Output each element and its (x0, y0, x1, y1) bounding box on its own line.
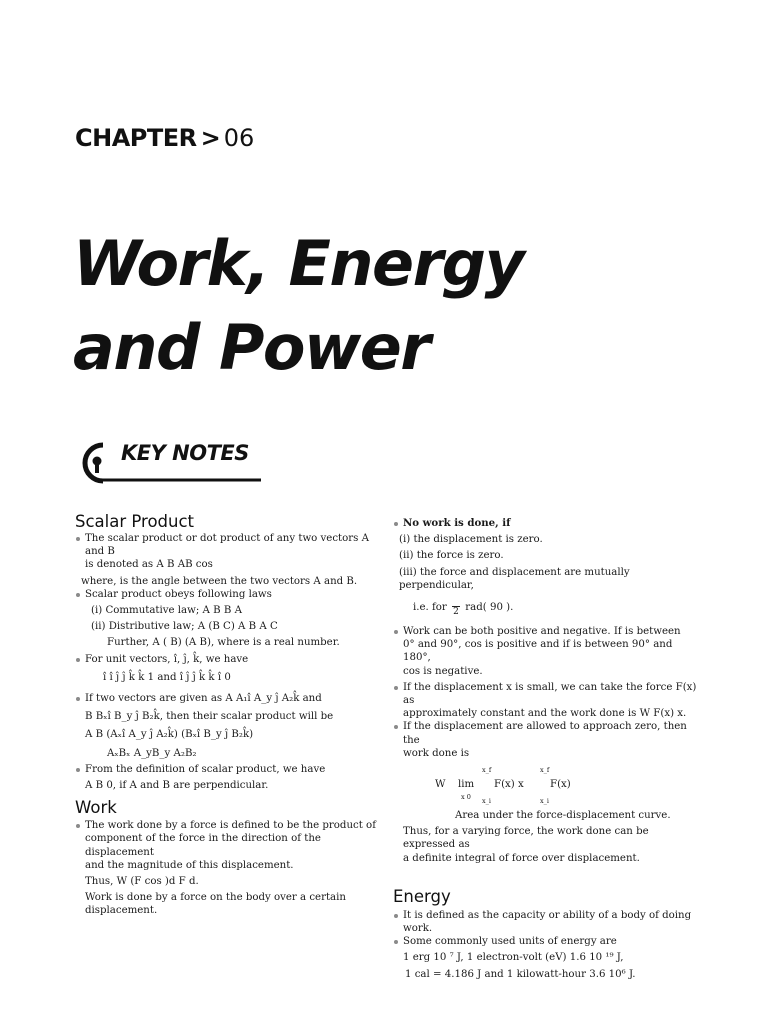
equation: î î ĵ ĵ k̂ k̂ 1 and î ĵ ĵ k̂ k̂ î 0 (103, 671, 231, 683)
list-item (393, 625, 699, 678)
list-item (393, 935, 699, 948)
title-line-1: Work, Energy (73, 227, 524, 300)
text-line: The work done by a force is defined to be the product of (85, 820, 376, 832)
text-line: 0° and 90°, cos is positive and if is between 90° and 180°, (403, 639, 673, 664)
equation (393, 597, 699, 617)
integral-equation (393, 762, 699, 806)
text-line: a definite integral of force over displacement. (403, 852, 640, 864)
left-column (75, 512, 381, 918)
text-line: For unit vectors, î, ĵ, k̂, we have (85, 653, 249, 665)
text-line: Some commonly used units of energy are (403, 936, 617, 948)
list-item (75, 763, 381, 776)
text-line: It is defined as the capacity or ability of a body of doing work. (403, 909, 692, 935)
work-heading: Work (75, 798, 117, 818)
energy-heading: Energy (393, 886, 451, 906)
text-line: work done is (403, 747, 470, 759)
list-item (393, 681, 699, 721)
text-fragment: F(x) x (494, 779, 524, 791)
text-fragment: x_f (540, 766, 550, 775)
text-line: Thus, for a varying force, the work done can be expressed as (403, 826, 649, 851)
equation: AₓBₓ A_yB_y A₂B₂ (107, 747, 197, 759)
text-line: component of the force in the direction of the displacement (85, 833, 321, 858)
chapter-label (75, 124, 254, 152)
text-line: Work is done by a force on the body over a certain (85, 892, 346, 904)
text-line: and the magnitude of this displacement. (85, 859, 294, 871)
text-fragment: x_i (540, 797, 549, 806)
text-line: If the displacement are allowed to approach zero, then the (403, 721, 687, 746)
chapter-title (73, 222, 523, 390)
list-item (75, 692, 381, 705)
text-line: From the definition of scalar product, we have (85, 763, 326, 775)
text-line: Area under the force-displacement curve. (455, 810, 671, 822)
text-line: The scalar product or dot product of any two vectors A and B (85, 533, 369, 558)
text-fragment: i.e. for (413, 602, 447, 614)
text-line: (ii) Distributive law; A (B C) A B A C (91, 621, 278, 633)
list-item (393, 909, 699, 935)
chevron-right-icon: > (200, 124, 221, 152)
text-line: No work is done, if (403, 517, 511, 529)
equation: A B (Aₓî A_y ĵ A₂k̂) (Bₓî B_y ĵ B₂k̂) (85, 729, 254, 741)
title-line-2: and Power (73, 311, 430, 384)
equation: 1 erg 10 ⁷ J, 1 electron-volt (eV) 1.6 10 ¹⁹ J, (403, 952, 624, 964)
text-line: approximately constant and the work done is W F(x) x. (403, 708, 687, 720)
text-fragment: x_f (482, 766, 492, 775)
text-line: (i) the displacement is zero. (399, 534, 543, 546)
text-line: B Bₓî B_y ĵ B₂k̂, then their scalar product will be (85, 711, 334, 723)
text-fragment: rad( 90 ). (465, 602, 514, 614)
equation: A B 0, if A and B are perpendicular. (85, 780, 269, 792)
scalar-product-heading: Scalar Product (75, 512, 195, 531)
list-item (75, 653, 381, 666)
list-item (75, 588, 381, 601)
text-fragment: W (435, 779, 446, 791)
right-column (393, 517, 699, 981)
chapter-word: CHAPTER (75, 124, 197, 152)
text-fragment: x_i (482, 797, 491, 806)
list-item (75, 532, 381, 572)
denominator: 2 (453, 607, 459, 618)
equation: 1 cal = 4.186 J and 1 kilowatt-hour 3.6 10⁶ J. (405, 968, 636, 980)
list-item (393, 517, 699, 530)
text-line: cos is negative. (403, 665, 483, 677)
key-notes-heading: KEY NOTES (121, 441, 249, 465)
text-line: (i) Commutative law; A B B A (91, 605, 242, 617)
equation: Thus, W (F cos )d F d. (85, 876, 199, 888)
list-item (393, 720, 699, 760)
text-fragment: F(x) (550, 779, 571, 791)
text-line: Scalar product obeys following laws (85, 588, 272, 600)
fraction (452, 597, 460, 617)
text-line: If the displacement x is small, we can take the force F(x) as (403, 681, 697, 707)
text-line: displacement. (85, 905, 158, 917)
key-notes-banner (75, 440, 265, 486)
text-line: Work can be both positive and negative. If is between (403, 626, 681, 638)
text-fragment: x 0 (461, 793, 471, 802)
text-line: is denoted as A B AB cos (85, 559, 213, 571)
text-line: If two vectors are given as A A₁î A_y ĵ A₂k̂ and (85, 693, 322, 705)
text-line: (iii) the force and displacement are mutually perpendicular, (399, 566, 630, 591)
chapter-number: 06 (223, 124, 255, 152)
text-line: Further, A ( B) (A B), where is a real number. (107, 637, 340, 649)
text-line: (ii) the force is zero. (399, 550, 504, 562)
text-line: where, is the angle between the two vectors A and B. (81, 575, 358, 587)
text-fragment: lim (458, 779, 475, 791)
list-item (75, 819, 381, 917)
